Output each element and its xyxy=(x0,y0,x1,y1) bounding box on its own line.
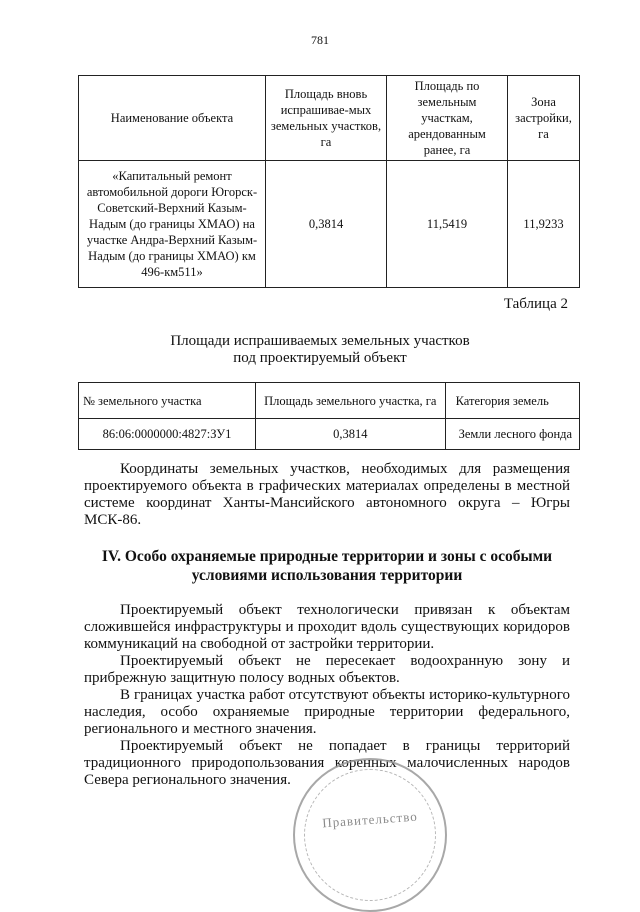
table-row xyxy=(79,161,580,288)
header-plot-number: № земельного участка xyxy=(79,383,256,419)
header-object-name: Наименование объекта xyxy=(79,76,266,161)
section-heading-line-2: условиями использования территории xyxy=(191,567,463,584)
header-land-category: Категория земель xyxy=(445,383,579,419)
section-heading xyxy=(84,547,570,585)
paragraph-water-zone: Проектируемый объект не пересекает водоохранную зону и прибрежную защитную полосу водных объектов. xyxy=(84,653,570,686)
stamp-text: Правительство xyxy=(321,808,419,831)
paragraph-heritage: В границах участка работ отсутствуют объекты историко-культурного наследия, особо охраняемые природные территории федерального, регионального и местного значения. xyxy=(84,687,570,737)
paragraph-infrastructure: Проектируемый объект технологически привязан к объектам сложившейся инфраструктуры и проходит вдоль существующих коридоров коммуникаций на свободной от застройки территории. xyxy=(84,602,570,652)
paragraph-indigenous: Проектируемый объект не попадает в границы территорий традиционного природопользования коренных малочисленных народов Севера регионального значения. xyxy=(84,738,570,788)
table-title xyxy=(0,333,640,367)
cell-land-category: Земли лесного фонда xyxy=(445,419,579,450)
cell-leased-area: 11,5419 xyxy=(387,161,508,288)
land-area-table xyxy=(78,75,580,288)
header-plot-area: Площадь земельного участка, га xyxy=(256,383,446,419)
table-row xyxy=(79,419,580,450)
table-header-row xyxy=(79,383,580,419)
cell-object-name: «Капитальный ремонт автомобильной дороги Югорск-Советский-Верхний Казым- Надым (до границы ХМАО) на участке Андра-Верхний Казым-Надым (до границы ХМАО) км 496-км511» xyxy=(79,161,266,288)
cell-zone: 11,9233 xyxy=(508,161,580,288)
coordinates-paragraph: Координаты земельных участков, необходимых для размещения проектируемого объекта в графических материалах определены в местной системе координат Ханты-Мансийского автономного округа – Югры МСК-86. xyxy=(84,461,570,528)
section-heading-line-1: IV. Особо охраняемые природные территории и зоны с особыми xyxy=(101,548,553,565)
cell-plot-number: 86:06:0000000:4827:ЗУ1 xyxy=(79,419,256,450)
header-leased-area: Площадь по земельным участкам, арендованным ранее, га xyxy=(387,76,508,161)
cell-plot-area: 0,3814 xyxy=(256,419,446,450)
page-number: 781 xyxy=(311,33,329,47)
land-plots-table xyxy=(78,382,580,450)
cell-new-area: 0,3814 xyxy=(266,161,387,288)
header-zone: Зона застройки, га xyxy=(508,76,580,161)
table-title-line-1: Площади испрашиваемых земельных участков xyxy=(170,333,470,349)
table-header-row xyxy=(79,76,580,161)
header-new-area: Площадь вновь испрашивае-мых земельных участков, га xyxy=(266,76,387,161)
table-title-line-2: под проектируемый объект xyxy=(233,350,407,366)
official-stamp xyxy=(293,758,447,912)
table-caption: Таблица 2 xyxy=(503,296,568,312)
